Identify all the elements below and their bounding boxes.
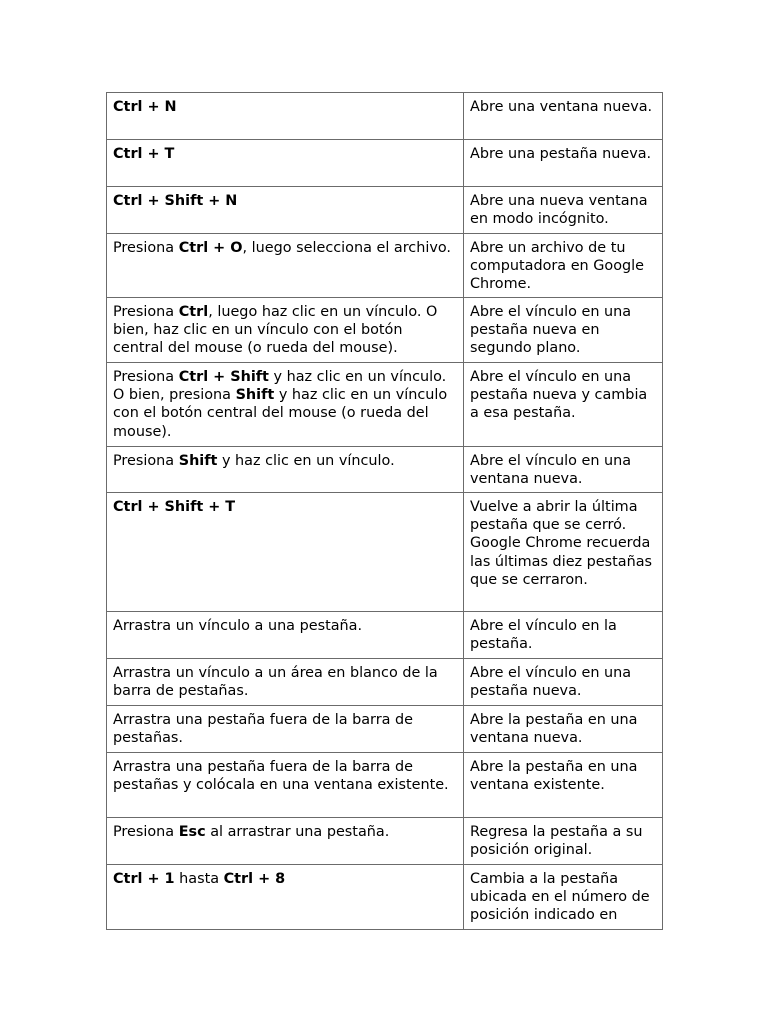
shortcut-cell bbox=[107, 140, 464, 187]
shortcut-key-text: Ctrl + 1 bbox=[113, 871, 175, 887]
shortcut-cell bbox=[107, 612, 464, 659]
shortcut-cell bbox=[107, 298, 464, 363]
shortcut-text: y haz clic en un vínculo. bbox=[217, 453, 395, 469]
description-cell: Abre el vínculo en una pestaña nueva y cambia a esa pestaña. bbox=[464, 363, 663, 447]
table-row bbox=[107, 706, 663, 753]
description-cell: Abre un archivo de tu computadora en Google Chrome. bbox=[464, 234, 663, 298]
shortcuts-table bbox=[106, 92, 663, 930]
shortcut-key-text: Shift bbox=[178, 453, 218, 469]
shortcut-text: Presiona bbox=[113, 453, 179, 469]
description-cell: Abre una pestaña nueva. bbox=[464, 140, 663, 187]
shortcuts-table-body bbox=[107, 93, 663, 930]
shortcut-cell bbox=[107, 818, 464, 865]
shortcut-cell bbox=[107, 234, 464, 298]
shortcut-cell bbox=[107, 93, 464, 140]
shortcut-key-text: Ctrl + N bbox=[113, 99, 177, 115]
shortcut-text: al arrastrar una pestaña. bbox=[205, 824, 390, 840]
table-row bbox=[107, 865, 663, 930]
shortcut-text: , luego haz clic en un vínculo. O bien, haz clic en un vínculo con el botón central del mouse (o rueda del mouse). bbox=[113, 304, 438, 357]
shortcut-cell bbox=[107, 447, 464, 493]
table-row bbox=[107, 818, 663, 865]
shortcut-text: Arrastra una pestaña fuera de la barra de pestañas y colócala en una ventana existente. bbox=[113, 759, 449, 794]
shortcut-key-text: Ctrl + T bbox=[113, 146, 175, 162]
shortcut-cell bbox=[107, 865, 464, 930]
shortcut-cell bbox=[107, 187, 464, 234]
description-cell: Cambia a la pestaña ubicada en el número de posición indicado en bbox=[464, 865, 663, 930]
table-row bbox=[107, 493, 663, 612]
shortcut-key-text: Ctrl bbox=[178, 304, 209, 320]
table-row bbox=[107, 93, 663, 140]
shortcut-text: y haz clic en un vínculo con el botón central del mouse (o rueda del mouse). bbox=[113, 387, 448, 440]
shortcut-key-text: Esc bbox=[178, 824, 206, 840]
shortcut-text: Arrastra un vínculo a un área en blanco de la barra de pestañas. bbox=[113, 665, 438, 700]
table-row bbox=[107, 187, 663, 234]
shortcut-text: Presiona bbox=[113, 369, 179, 385]
shortcut-key-text: Ctrl + O bbox=[178, 240, 243, 256]
description-cell: Abre el vínculo en una pestaña nueva en segundo plano. bbox=[464, 298, 663, 363]
table-row bbox=[107, 234, 663, 298]
shortcut-text: Presiona bbox=[113, 824, 179, 840]
description-cell: Abre una nueva ventana en modo incógnito. bbox=[464, 187, 663, 234]
shortcut-text: , luego selecciona el archivo. bbox=[242, 240, 451, 256]
table-row bbox=[107, 298, 663, 363]
description-cell: Abre el vínculo en la pestaña. bbox=[464, 612, 663, 659]
table-row bbox=[107, 140, 663, 187]
description-cell: Regresa la pestaña a su posición original. bbox=[464, 818, 663, 865]
shortcut-cell bbox=[107, 753, 464, 818]
shortcut-text: Arrastra un vínculo a una pestaña. bbox=[113, 618, 363, 634]
shortcut-cell bbox=[107, 659, 464, 706]
shortcut-key-text: Ctrl + 8 bbox=[223, 871, 286, 887]
shortcut-key-text: Ctrl + Shift bbox=[178, 369, 269, 385]
table-row bbox=[107, 753, 663, 818]
description-cell: Abre una ventana nueva. bbox=[464, 93, 663, 140]
shortcut-text: hasta bbox=[174, 871, 224, 887]
table-row bbox=[107, 447, 663, 493]
description-cell: Vuelve a abrir la última pestaña que se cerró. Google Chrome recuerda las últimas diez pestañas que se cerraron. bbox=[464, 493, 663, 612]
description-cell: Abre el vínculo en una ventana nueva. bbox=[464, 447, 663, 493]
table-row bbox=[107, 659, 663, 706]
shortcut-key-text: Ctrl + Shift + N bbox=[113, 193, 238, 209]
shortcut-text: Presiona bbox=[113, 240, 179, 256]
description-cell: Abre la pestaña en una ventana nueva. bbox=[464, 706, 663, 753]
shortcut-cell bbox=[107, 493, 464, 612]
description-cell: Abre la pestaña en una ventana existente. bbox=[464, 753, 663, 818]
table-row bbox=[107, 363, 663, 447]
shortcut-text: Presiona bbox=[113, 304, 179, 320]
shortcut-key-text: Shift bbox=[235, 387, 275, 404]
shortcut-cell bbox=[107, 363, 464, 447]
shortcut-cell bbox=[107, 706, 464, 753]
shortcut-key-text: Ctrl + Shift + T bbox=[113, 499, 236, 515]
shortcut-text: Arrastra una pestaña fuera de la barra de pestañas. bbox=[113, 712, 414, 747]
description-cell: Abre el vínculo en una pestaña nueva. bbox=[464, 659, 663, 706]
table-row bbox=[107, 612, 663, 659]
shortcut-text: y haz clic en un vínculo. O bien, presiona bbox=[113, 369, 447, 404]
